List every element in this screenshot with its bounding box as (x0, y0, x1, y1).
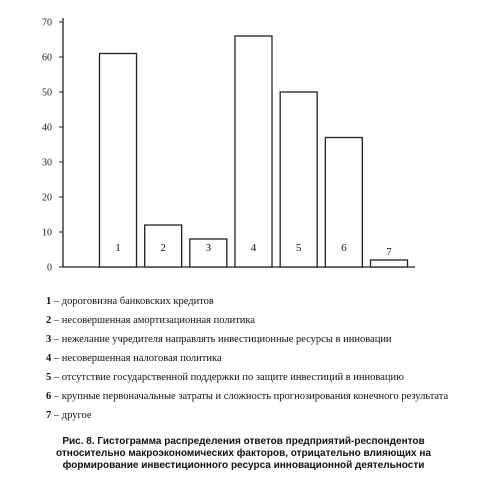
y-tick-label: 30 (42, 157, 52, 169)
legend-item-4 (46, 349, 476, 368)
legend-item-7 (46, 406, 476, 425)
legend-item-text: – другое (51, 410, 92, 421)
bar-5 (280, 92, 317, 267)
bar-7 (371, 260, 408, 267)
legend-item-text: – несовершенная налоговая политика (51, 353, 222, 364)
legend-item-3 (46, 330, 476, 349)
legend-item-number: 2 (46, 315, 52, 326)
y-tick-label: 0 (47, 262, 52, 274)
legend-item-1 (46, 292, 476, 311)
bars (100, 36, 408, 267)
legend-item-number: 4 (46, 353, 52, 364)
legend (46, 292, 476, 425)
y-tick-label: 20 (42, 192, 52, 204)
y-tick-label: 70 (42, 17, 52, 29)
legend-item-2 (46, 311, 476, 330)
legend-item-6 (46, 387, 476, 406)
y-tick-label: 60 (42, 52, 52, 64)
legend-item-text: – несовершенная амортизационная политика (51, 315, 256, 326)
bar-1 (100, 54, 137, 268)
bar-label-3: 3 (205, 242, 212, 254)
bar-label-5: 5 (295, 242, 302, 254)
bar-4 (235, 36, 272, 267)
legend-item-number: 6 (46, 391, 52, 402)
bar-label-2: 2 (160, 242, 166, 254)
bar-label-6: 6 (341, 242, 347, 254)
bar-label-1: 1 (115, 242, 121, 254)
caption-line-2: относительно макроэкономических факторов, отрицательно влияющих на (56, 448, 431, 459)
legend-item-5 (46, 368, 476, 387)
legend-item-number: 5 (46, 372, 52, 383)
legend-item-number: 1 (46, 296, 52, 307)
caption-line-1: Рис. 8. Гистограмма распределения ответов предприятий-респондентов (62, 436, 425, 447)
figure-caption (16, 436, 471, 472)
y-tick-label: 50 (42, 87, 52, 99)
y-tick-label: 10 (42, 227, 52, 239)
bar-label-4: 4 (250, 242, 257, 254)
legend-item-text: – отсутствие государственной поддержки по защите инвестиций в инновацию (51, 372, 404, 383)
legend-item-text: – нежелание учредителя направлять инвестиционные ресурсы в инновации (51, 334, 392, 345)
y-tick-label: 40 (42, 122, 52, 134)
legend-item-text: – крупные первоначальные затраты и сложность прогнозирования конечного результата (51, 391, 449, 402)
legend-item-text: – дороговизна банковских кредитов (51, 296, 214, 307)
bar-label-7: 7 (386, 246, 392, 258)
legend-item-number: 3 (46, 334, 52, 345)
caption-line-3: формирование инвестиционного ресурса инновационной деятельности (62, 460, 425, 471)
legend-item-number: 7 (46, 410, 52, 421)
